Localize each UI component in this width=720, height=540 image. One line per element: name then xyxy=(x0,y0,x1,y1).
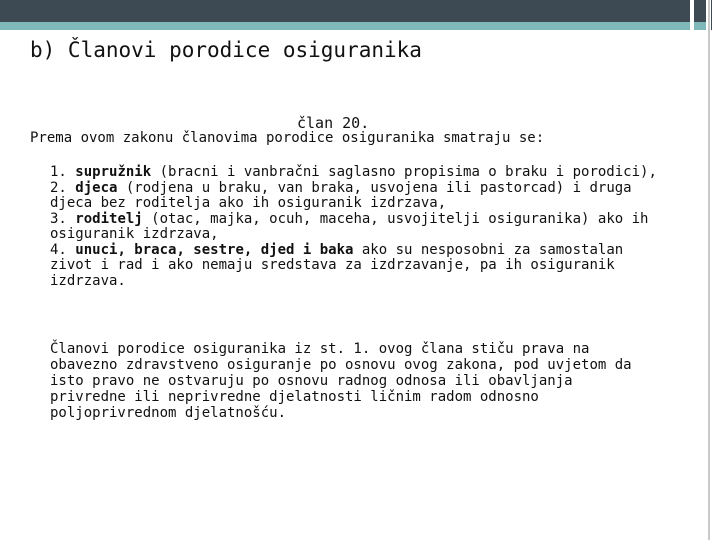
rights-paragraph: Članovi porodice osiguranika iz st. 1. ovog člana stiču prava na obavezno zdravstveno osiguranje po osnovu ovog zakona, pod uvjetom da isto pravo ne ostvaruju po osnovu radnog odnosa ili obavljanja privredne ili neprivredne djelatnosti ličnim radom odnosno poljoprivrednom djelatnošću. xyxy=(50,341,632,421)
header-bar-accent xyxy=(0,22,690,30)
list-item-term: unuci, braca, sestre, djed i baka xyxy=(75,241,354,258)
list-item-term: supružnik xyxy=(75,164,152,180)
list-item-text: ako su nesposobni za samostalan zivot i rad i ako nemaju sredstava za izdrzavanje, pa ih osiguranik izdrzava. xyxy=(50,241,624,289)
list-item-number: 2. xyxy=(50,179,67,196)
list-item-term: roditelj xyxy=(75,210,143,227)
family-members-list xyxy=(50,165,670,289)
list-item-number: 4. xyxy=(50,241,67,258)
header-corner-accent xyxy=(694,22,706,30)
intro-text: Prema ovom zakonu članovima porodice osiguranika smatraju se: xyxy=(30,130,545,146)
list-item-number: 1. xyxy=(50,164,67,180)
list-item-text: (bracni i vanbračni saglasno propisima o braku i porodici), xyxy=(151,164,657,180)
article-heading: član 20. xyxy=(297,114,370,132)
list-item xyxy=(50,212,670,243)
list-item-text: (otac, majka, ocuh, maceha, usvojitelji osiguranika) ako ih osiguranik izdrzava, xyxy=(50,210,649,242)
right-border-rule xyxy=(708,0,710,540)
right-edge-dark xyxy=(711,0,712,30)
slide-title: b) Članovi porodice osiguranika xyxy=(30,38,422,62)
header-band xyxy=(0,0,720,30)
list-item-term: djeca xyxy=(75,179,118,196)
list-item xyxy=(50,165,670,181)
list-item-number: 3. xyxy=(50,210,67,227)
list-item xyxy=(50,243,670,290)
list-item xyxy=(50,181,670,212)
list-item-text: (rodjena u braku, van braka, usvojena ili pastorcad) i druga djeca bez roditelja ako ih osiguranik izdrzava, xyxy=(50,179,632,211)
